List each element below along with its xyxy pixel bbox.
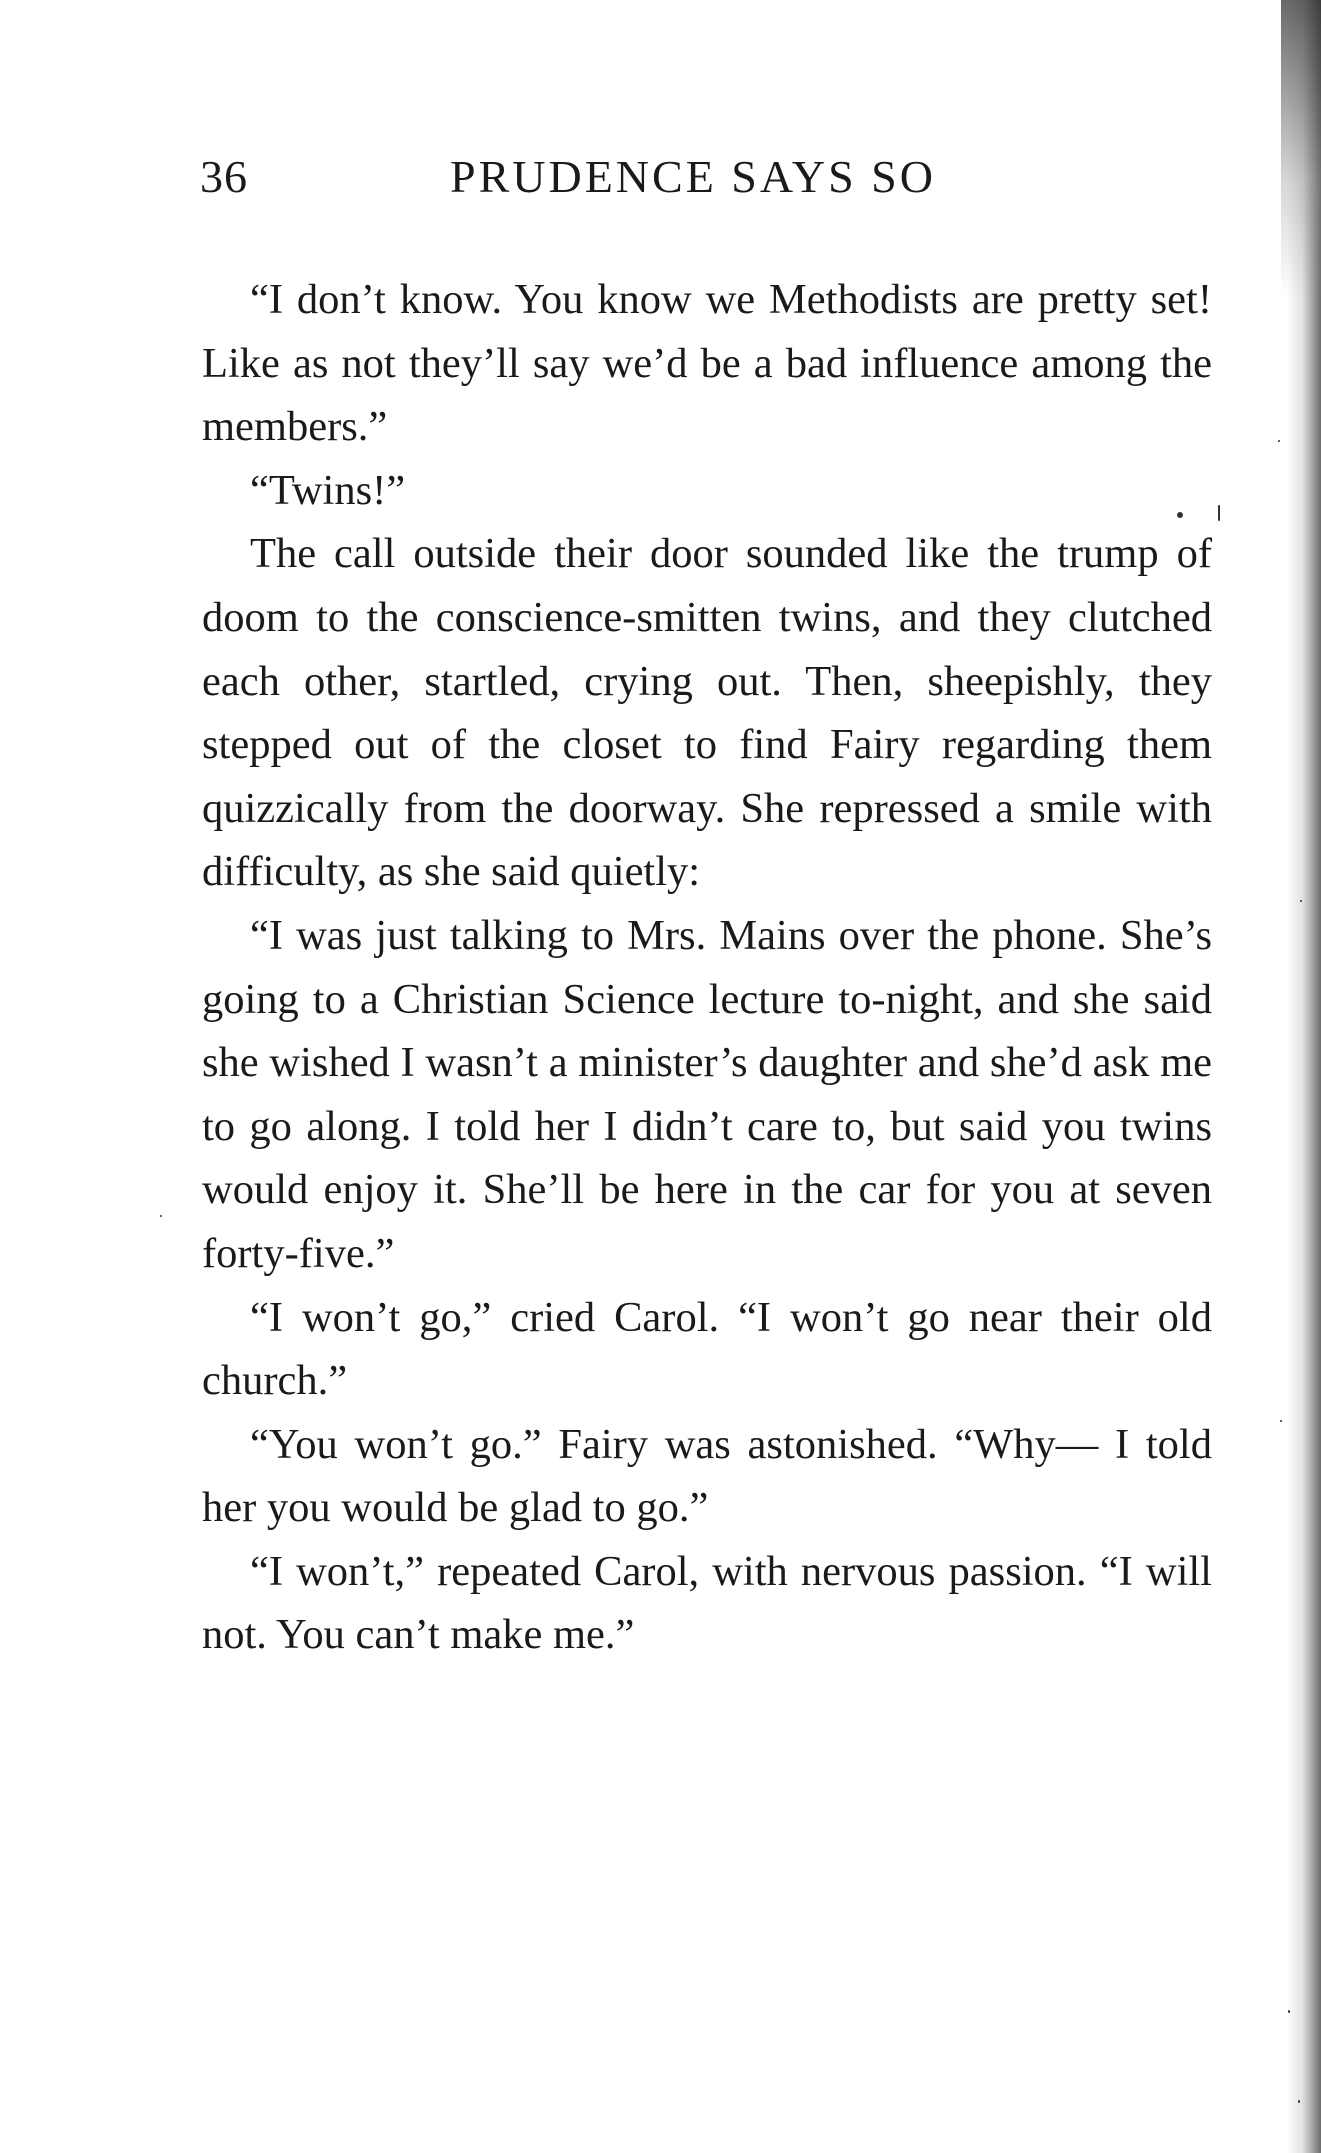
page-number: 36: [200, 151, 248, 202]
body-text: [202, 268, 1212, 1667]
paragraph: “I don’t know. You know we Methodists are pretty set! Like as not they’ll say we’d be a bad influence among the members.”: [202, 276, 1212, 451]
scan-speck: [1177, 512, 1183, 518]
paragraph: “I won’t,” repeated Carol, with nervous passion. “I will not. You can’t make me.”: [202, 1547, 1212, 1659]
scan-speck: [1280, 1420, 1282, 1422]
page-edge-shadow-top: [1281, 0, 1321, 300]
scan-speck: [1278, 440, 1280, 442]
scan-speck: [1288, 2010, 1290, 2013]
paragraph: “I won’t go,” cried Carol. “I won’t go near their old church.”: [202, 1293, 1212, 1405]
running-title: PRUDENCE SAYS SO: [450, 151, 936, 202]
paragraph: “You won’t go.” Fairy was astonished. “Why— I told her you would be glad to go.”: [202, 1420, 1212, 1532]
paragraph: “Twins!”: [250, 466, 406, 514]
scan-speck: [1298, 2100, 1300, 2103]
page-header: [200, 150, 1210, 220]
scan-speck: [160, 1215, 162, 1217]
paragraph: The call outside their door sounded like the trump of doom to the conscience-smitten twins, and they clutched each other, startled, crying out. Then, sheepishly, they stepped out of the closet to find Fairy regarding them quizzically from the doorway. She repressed a smile with difficulty, as she said quietly:: [202, 530, 1212, 896]
scan-speck: [1300, 900, 1302, 902]
scan-speck: [1218, 505, 1220, 521]
page-edge-shadow: [1287, 0, 1321, 2153]
paragraph: “I was just talking to Mrs. Mains over the phone. She’s going to a Christian Science lecture to-night, and she said she wished I wasn’t a minister’s daughter and she’d ask me to go along. I told her I didn’t care to, but said you twins would enjoy it. She’ll be here in the car for you at seven forty-five.”: [202, 911, 1212, 1277]
